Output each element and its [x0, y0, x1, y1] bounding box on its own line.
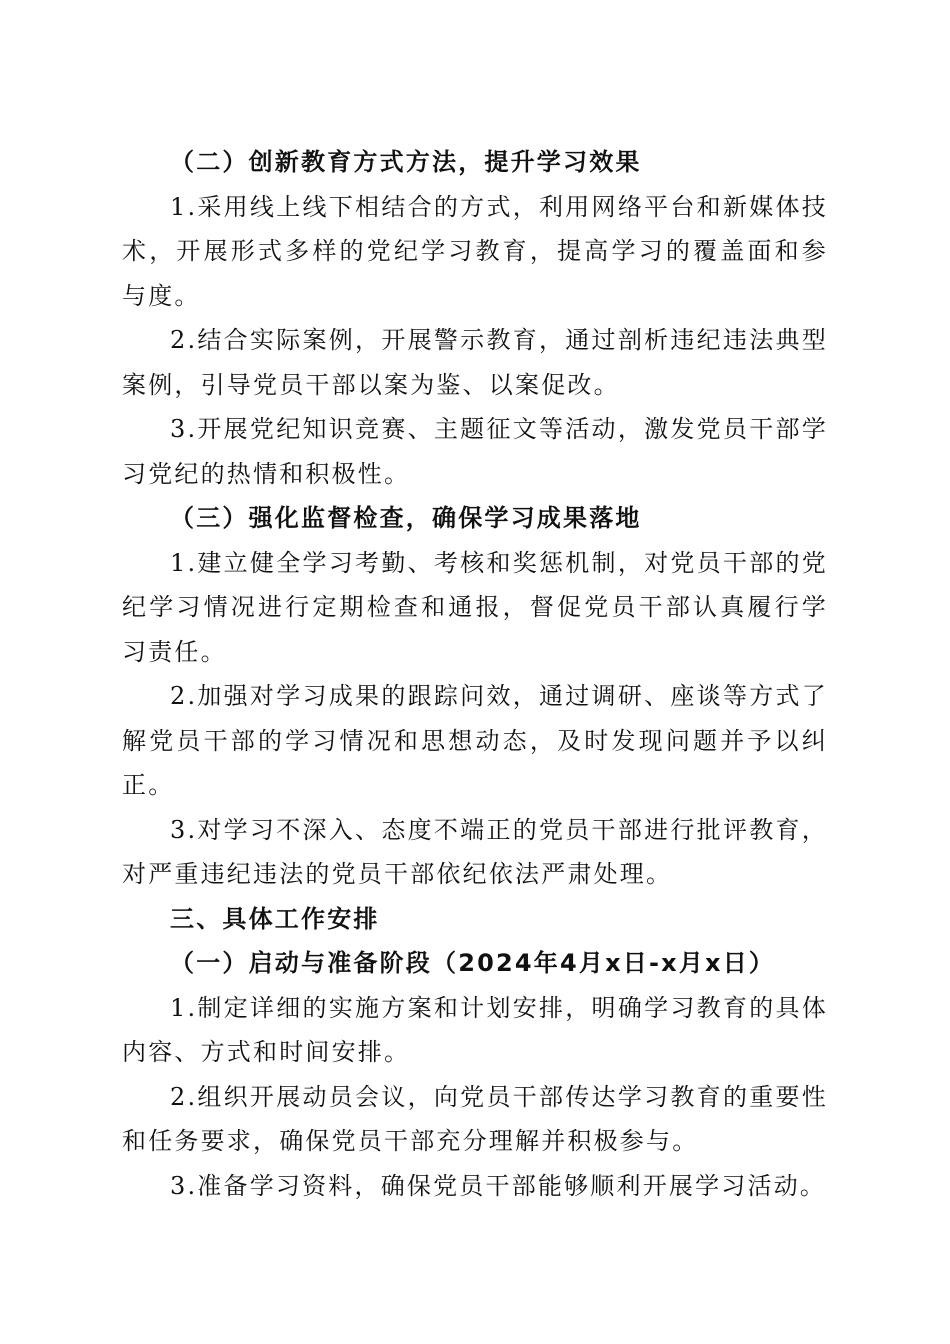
paragraph-2-1: 1.采用线上线下相结合的方式，利用网络平台和新媒体技术，开展形式多样的党纪学习教育，提高学习的覆盖面和参与度。: [122, 192, 828, 310]
paragraph-31-1: 1.制定详细的实施方案和计划安排，明确学习教育的具体内容、方式和时间安排。: [122, 993, 828, 1066]
section-subheading-3-1: （一）启动与准备阶段（2024年4月x日-x月x日）: [170, 949, 776, 977]
paragraph-2-3: 3.开展党纪知识竞赛、主题征文等活动，激发党员干部学习党纪的热情和积极性。: [122, 415, 828, 488]
paragraph-31-2: 2.组织开展动员会议，向党员干部传达学习教育的重要性和任务要求，确保党员干部充分理解并积极参与。: [122, 1082, 828, 1155]
document-body: [122, 140, 828, 1208]
paragraph-3-3: 3.对学习不深入、态度不端正的党员干部进行批评教育，对严重违纪违法的党员干部依纪依法严肃处理。: [122, 815, 828, 888]
paragraph-31-3: 3.准备学习资料，确保党员干部能够顺利开展学习活动。: [170, 1171, 827, 1200]
section-subheading-2: （二）创新教育方式方法，提升学习效果: [170, 148, 642, 176]
paragraph-3-1: 1.建立健全学习考勤、考核和奖惩机制，对党员干部的党纪学习情况进行定期检查和通报，督促党员干部认真履行学习责任。: [122, 548, 828, 666]
paragraph-2-2: 2.结合实际案例，开展警示教育，通过剖析违纪违法典型案例，引导党员干部以案为鉴、以案促改。: [122, 326, 828, 399]
section-heading-3: 三、具体工作安排: [170, 904, 380, 933]
paragraph-3-2: 2.加强对学习成果的跟踪问效，通过调研、座谈等方式了解党员干部的学习情况和思想动态，及时发现问题并予以纠正。: [122, 682, 828, 799]
section-subheading-3: （三）强化监督检查，确保学习成果落地: [170, 504, 642, 532]
